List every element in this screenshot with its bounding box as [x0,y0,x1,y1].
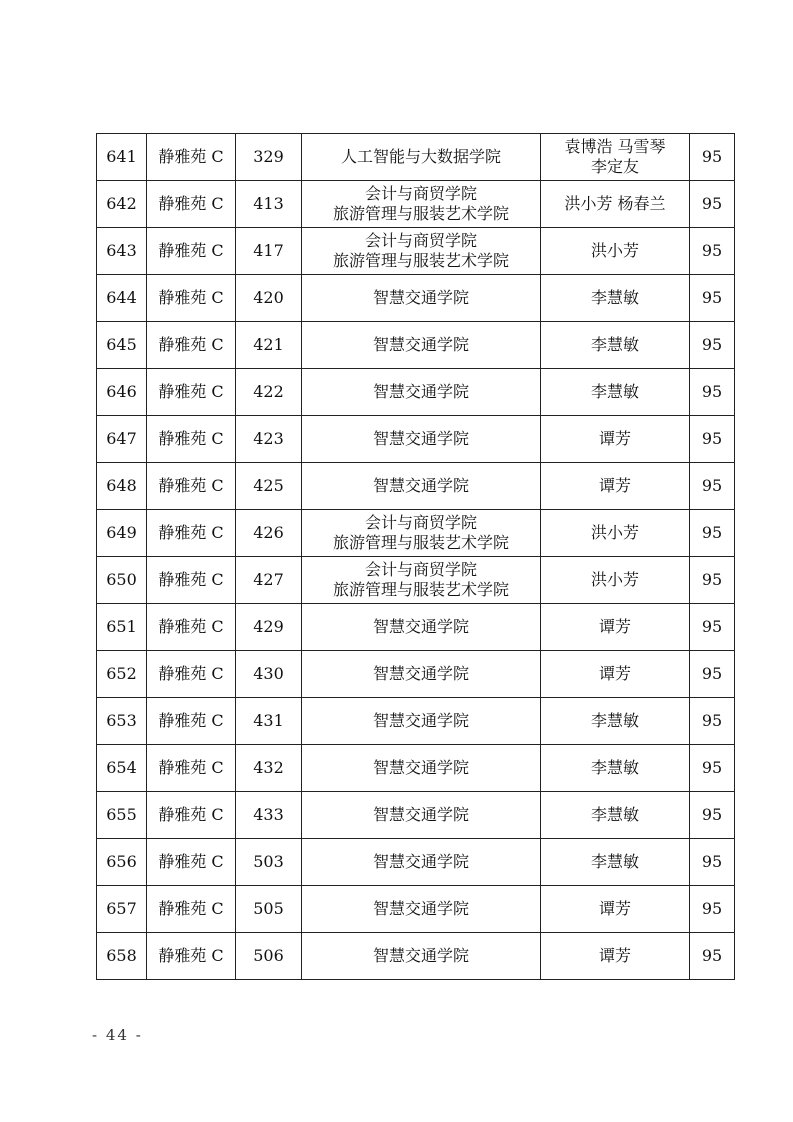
score-cell: 95 [690,745,735,792]
building-cell: 静雅苑 C [147,886,236,933]
building-cell: 静雅苑 C [147,839,236,886]
row-number-cell: 646 [97,369,147,416]
college-cell [302,369,541,416]
score-cell: 95 [690,604,735,651]
row-number-cell: 653 [97,698,147,745]
table-body [97,134,735,980]
building-cell: 静雅苑 C [147,322,236,369]
room-cell: 329 [236,134,302,181]
teacher-cell [541,369,690,416]
room-cell: 422 [236,369,302,416]
table-row [97,745,735,792]
college-cell-line: 智慧交通学院 [372,617,469,636]
building-cell: 静雅苑 C [147,228,236,275]
teacher-cell [541,651,690,698]
teacher-cell-line: 李慧敏 [590,805,639,824]
teacher-cell-line: 李定友 [590,157,639,176]
college-cell [302,181,541,228]
row-number-cell: 643 [97,228,147,275]
college-cell [302,228,541,275]
college-cell-line: 会计与商贸学院 [364,184,477,203]
college-cell-line: 智慧交通学院 [372,805,469,824]
building-cell: 静雅苑 C [147,510,236,557]
row-number-cell: 651 [97,604,147,651]
college-cell [302,651,541,698]
teacher-cell [541,322,690,369]
table-row [97,228,735,275]
table-row [97,275,735,322]
table-row [97,369,735,416]
table-row [97,839,735,886]
college-cell-line: 人工智能与大数据学院 [340,147,501,166]
teacher-cell-line: 李慧敏 [590,288,639,307]
teacher-cell-line: 谭芳 [598,946,631,965]
table-row [97,698,735,745]
room-cell: 506 [236,933,302,980]
teacher-cell [541,510,690,557]
building-cell: 静雅苑 C [147,604,236,651]
table-row [97,134,735,181]
score-cell: 95 [690,792,735,839]
score-cell: 95 [690,275,735,322]
college-cell-line: 智慧交通学院 [372,664,469,683]
teacher-cell [541,463,690,510]
table-row [97,463,735,510]
college-cell [302,463,541,510]
teacher-cell [541,792,690,839]
building-cell: 静雅苑 C [147,745,236,792]
building-cell: 静雅苑 C [147,933,236,980]
college-cell [302,416,541,463]
score-cell: 95 [690,557,735,604]
teacher-cell [541,134,690,181]
table-row [97,557,735,604]
table-row [97,510,735,557]
building-cell: 静雅苑 C [147,792,236,839]
score-cell: 95 [690,839,735,886]
room-cell: 417 [236,228,302,275]
college-cell-line: 智慧交通学院 [372,899,469,918]
college-cell-line: 智慧交通学院 [372,946,469,965]
score-cell: 95 [690,463,735,510]
teacher-cell-line: 洪小芳 [590,523,639,542]
teacher-cell-line: 李慧敏 [590,382,639,401]
row-number-cell: 645 [97,322,147,369]
row-number-cell: 649 [97,510,147,557]
score-cell: 95 [690,322,735,369]
row-number-cell: 644 [97,275,147,322]
score-cell: 95 [690,510,735,557]
college-cell-line: 智慧交通学院 [372,758,469,777]
row-number-cell: 656 [97,839,147,886]
room-cell: 503 [236,839,302,886]
dormitory-score-table-container [96,133,734,980]
college-cell-line: 智慧交通学院 [372,335,469,354]
teacher-cell-line: 李慧敏 [590,711,639,730]
row-number-cell: 647 [97,416,147,463]
room-cell: 413 [236,181,302,228]
college-cell [302,557,541,604]
score-cell: 95 [690,416,735,463]
teacher-cell [541,228,690,275]
row-number-cell: 642 [97,181,147,228]
table-row [97,651,735,698]
room-cell: 427 [236,557,302,604]
room-cell: 430 [236,651,302,698]
college-cell-line: 智慧交通学院 [372,382,469,401]
room-cell: 420 [236,275,302,322]
building-cell: 静雅苑 C [147,416,236,463]
room-cell: 421 [236,322,302,369]
building-cell: 静雅苑 C [147,651,236,698]
teacher-cell-line: 谭芳 [598,664,631,683]
teacher-cell-line: 谭芳 [598,476,631,495]
college-cell [302,134,541,181]
teacher-cell-line: 洪小芳 [590,570,639,589]
score-cell: 95 [690,933,735,980]
page-number: - 44 - [92,1026,143,1044]
teacher-cell-line: 谭芳 [598,429,631,448]
row-number-cell: 648 [97,463,147,510]
teacher-cell [541,698,690,745]
table-row [97,933,735,980]
score-cell: 95 [690,228,735,275]
room-cell: 432 [236,745,302,792]
row-number-cell: 655 [97,792,147,839]
college-cell [302,604,541,651]
room-cell: 426 [236,510,302,557]
college-cell-line: 智慧交通学院 [372,288,469,307]
teacher-cell [541,886,690,933]
room-cell: 505 [236,886,302,933]
college-cell-line: 旅游管理与服装艺术学院 [332,580,509,599]
building-cell: 静雅苑 C [147,463,236,510]
table-row [97,792,735,839]
score-cell: 95 [690,369,735,416]
building-cell: 静雅苑 C [147,698,236,745]
teacher-cell-line: 谭芳 [598,899,631,918]
row-number-cell: 650 [97,557,147,604]
teacher-cell [541,275,690,322]
college-cell-line: 旅游管理与服装艺术学院 [332,251,509,270]
building-cell: 静雅苑 C [147,557,236,604]
room-cell: 425 [236,463,302,510]
teacher-cell-line: 谭芳 [598,617,631,636]
room-cell: 429 [236,604,302,651]
college-cell-line: 会计与商贸学院 [364,513,477,532]
teacher-cell-line: 李慧敏 [590,852,639,871]
score-cell: 95 [690,698,735,745]
college-cell [302,322,541,369]
college-cell-line: 会计与商贸学院 [364,560,477,579]
teacher-cell [541,604,690,651]
building-cell: 静雅苑 C [147,275,236,322]
room-cell: 423 [236,416,302,463]
college-cell [302,933,541,980]
table-row [97,886,735,933]
college-cell [302,792,541,839]
college-cell-line: 智慧交通学院 [372,711,469,730]
college-cell-line: 智慧交通学院 [372,476,469,495]
college-cell-line: 旅游管理与服装艺术学院 [332,533,509,552]
dormitory-score-table [96,133,735,980]
score-cell: 95 [690,134,735,181]
college-cell [302,745,541,792]
teacher-cell-line: 洪小芳 杨春兰 [564,194,666,213]
teacher-cell [541,745,690,792]
college-cell-line: 智慧交通学院 [372,852,469,871]
teacher-cell [541,557,690,604]
score-cell: 95 [690,181,735,228]
building-cell: 静雅苑 C [147,181,236,228]
table-row [97,416,735,463]
college-cell-line: 旅游管理与服装艺术学院 [332,204,509,223]
building-cell: 静雅苑 C [147,369,236,416]
teacher-cell-line: 李慧敏 [590,758,639,777]
teacher-cell [541,933,690,980]
row-number-cell: 641 [97,134,147,181]
row-number-cell: 654 [97,745,147,792]
teacher-cell [541,416,690,463]
table-row [97,181,735,228]
row-number-cell: 652 [97,651,147,698]
room-cell: 433 [236,792,302,839]
room-cell: 431 [236,698,302,745]
table-row [97,604,735,651]
score-cell: 95 [690,651,735,698]
teacher-cell [541,839,690,886]
teacher-cell [541,181,690,228]
teacher-cell-line: 袁博浩 马雪琴 [564,137,666,156]
college-cell [302,698,541,745]
table-row [97,322,735,369]
college-cell-line: 会计与商贸学院 [364,231,477,250]
building-cell: 静雅苑 C [147,134,236,181]
teacher-cell-line: 洪小芳 [590,241,639,260]
college-cell [302,275,541,322]
college-cell-line: 智慧交通学院 [372,429,469,448]
row-number-cell: 657 [97,886,147,933]
college-cell [302,886,541,933]
row-number-cell: 658 [97,933,147,980]
college-cell [302,510,541,557]
score-cell: 95 [690,886,735,933]
college-cell [302,839,541,886]
teacher-cell-line: 李慧敏 [590,335,639,354]
